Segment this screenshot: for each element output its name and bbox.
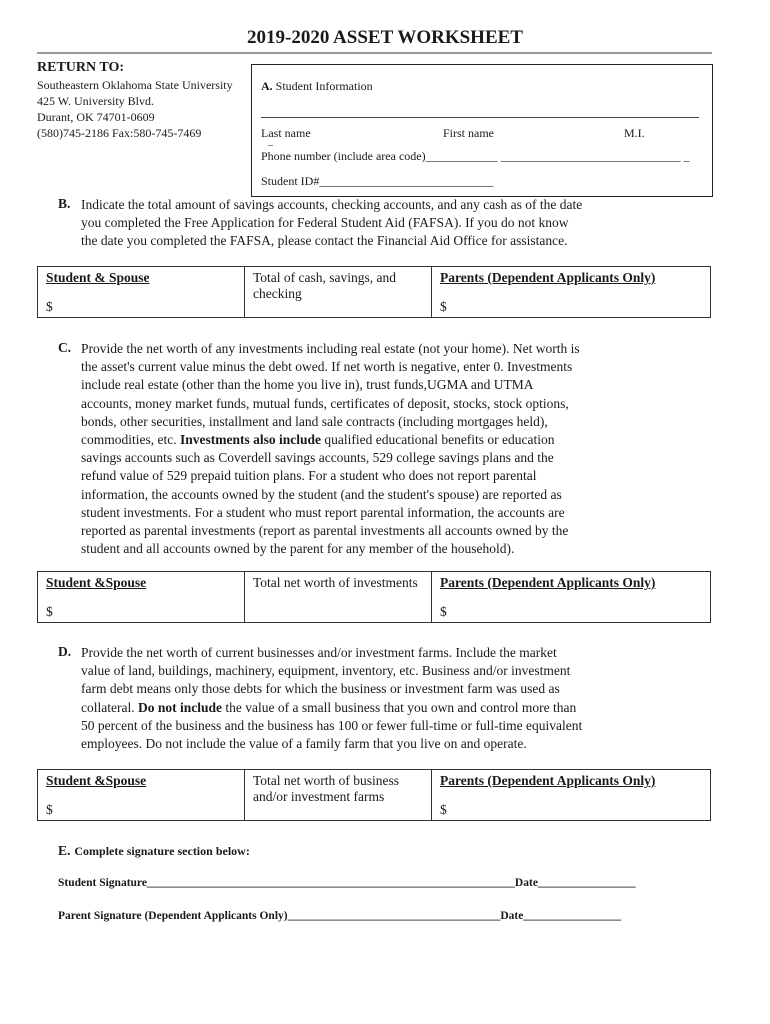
section-d-letter: D. bbox=[58, 644, 72, 659]
parents-cash-cell[interactable] bbox=[432, 267, 711, 318]
first-name-label: First name bbox=[443, 126, 494, 140]
section-a-heading bbox=[261, 79, 373, 94]
middle-initial-label: M.I. bbox=[624, 126, 645, 140]
section-d-line: value of land, buildings, machinery, equipment, inventory, etc. Business and/or investment bbox=[81, 663, 571, 679]
business-total-label-cell bbox=[245, 770, 432, 821]
return-address-line: Southeastern Oklahoma State University bbox=[37, 78, 233, 92]
section-c-line: reported as parental investments (report as parental investments all accounts owned by the bbox=[81, 523, 569, 539]
section-d-line: farm debt means only those debts for which the business or investment farm was used as bbox=[81, 681, 560, 697]
section-c-text-run: commodities, etc. bbox=[81, 432, 177, 448]
dollar-sign: $ bbox=[440, 604, 447, 619]
parents-business-cell[interactable] bbox=[432, 770, 711, 821]
last-name-label: Last name bbox=[261, 126, 311, 140]
section-b-letter: B. bbox=[58, 196, 71, 211]
student-spouse-label: Student &Spouse bbox=[46, 773, 147, 788]
student-spouse-business-cell[interactable] bbox=[38, 770, 245, 821]
section-c-line: savings accounts such as Coverdell savings accounts, 529 college savings plans and the bbox=[81, 450, 554, 466]
section-c-table bbox=[37, 571, 711, 623]
section-c-line: the asset's current value minus the debt owed. If net worth is negative, enter 0. Investments bbox=[81, 359, 573, 375]
investments-total-label: Total net worth of investments bbox=[253, 575, 418, 590]
section-c-line bbox=[81, 431, 580, 449]
dollar-sign: $ bbox=[440, 802, 447, 817]
section-e-letter: E. bbox=[58, 843, 71, 858]
parents-investments-cell[interactable] bbox=[432, 572, 711, 623]
section-b-line: Indicate the total amount of savings accounts, checking accounts, and any cash as of the date bbox=[81, 197, 583, 212]
section-b-line: the date you completed the FAFSA, please contact the Financial Aid Office for assistance. bbox=[81, 233, 568, 249]
section-b-text bbox=[81, 196, 582, 251]
student-spouse-investments-cell[interactable] bbox=[38, 572, 245, 623]
parents-label: Parents (Dependent Applicants Only) bbox=[440, 773, 656, 788]
section-a-label: Student Information bbox=[275, 79, 373, 93]
parents-label: Parents (Dependent Applicants Only) bbox=[440, 575, 656, 590]
page-title: 2019-2020 ASSET WORKSHEET bbox=[247, 27, 523, 48]
dollar-sign: $ bbox=[46, 802, 53, 817]
parent-signature-line[interactable]: Parent Signature (Dependent Applicants Only)_____________________________________Date_________________ bbox=[58, 910, 622, 922]
section-d-line bbox=[81, 699, 582, 717]
return-address-line: 425 W. University Blvd. bbox=[37, 94, 155, 108]
student-spouse-label: Student & Spouse bbox=[46, 270, 150, 285]
section-b-table bbox=[37, 266, 711, 318]
section-a-letter: A. bbox=[261, 79, 273, 93]
return-to-heading: RETURN TO: bbox=[37, 60, 125, 75]
section-c-line: Provide the net worth of any investments including real estate (not your home). Net worth is bbox=[81, 341, 580, 356]
cash-total-label-cell bbox=[245, 267, 432, 318]
dash-mark: – bbox=[268, 140, 273, 151]
section-d-text bbox=[81, 644, 582, 753]
student-spouse-label: Student &Spouse bbox=[46, 575, 147, 590]
section-d-text-run: collateral. bbox=[81, 699, 135, 715]
dollar-sign: $ bbox=[46, 299, 53, 314]
section-c-line: include real estate (other than the home you live in), trust funds,UGMA and UTMA bbox=[81, 377, 534, 393]
section-d-text-run: the value of a small business that you own and control more than bbox=[225, 699, 577, 715]
section-c-bold-text: Investments also include bbox=[179, 432, 321, 448]
section-d-line: Provide the net worth of current businesses and/or investment farms. Include the market bbox=[81, 645, 557, 660]
section-e-heading bbox=[58, 842, 250, 860]
section-c-line: information, the accounts owned by the student (and the student's spouse) are reported as bbox=[81, 486, 562, 502]
student-spouse-cash-cell[interactable] bbox=[38, 267, 245, 318]
section-c-line: refund value of 529 prepaid tuition plans. For a student who does not report parental bbox=[81, 468, 537, 484]
dollar-sign: $ bbox=[440, 299, 447, 314]
section-c-line: student and all accounts owned by the parent for any member of the household). bbox=[81, 541, 515, 557]
section-c-line: accounts, money market funds, mutual funds, certificates of deposit, stocks, stock options, bbox=[81, 395, 569, 411]
phone-number-field[interactable]: Phone number (include area code)____________ ______________________________ _ bbox=[261, 149, 690, 163]
section-d-table bbox=[37, 769, 711, 821]
section-c-line: student investments. For a student who must report parental information, the accounts are bbox=[81, 504, 565, 520]
section-e-label: Complete signature section below: bbox=[74, 844, 250, 858]
name-entry-line[interactable] bbox=[261, 117, 699, 118]
section-c-text-run: qualified educational benefits or education bbox=[324, 432, 555, 448]
section-d-line: employees. Do not include the value of a family farm that you live on and operate. bbox=[81, 736, 527, 752]
section-b-line: you completed the Free Application for Federal Student Aid (FAFSA). If you do not know bbox=[81, 215, 569, 231]
dollar-sign: $ bbox=[46, 604, 53, 619]
student-id-field[interactable]: Student ID#_____________________________ bbox=[261, 174, 494, 188]
return-address-line: Durant, OK 74701-0609 bbox=[37, 110, 155, 124]
parents-label: Parents (Dependent Applicants Only) bbox=[440, 270, 656, 285]
title-divider bbox=[37, 52, 712, 54]
section-c-text bbox=[81, 340, 580, 558]
return-address-line: (580)745-2186 Fax:580-745-7469 bbox=[37, 126, 202, 140]
section-d-bold-text: Do not include bbox=[137, 699, 222, 715]
section-c-line: bonds, other securities, installment and land sale contracts (including mortgages held), bbox=[81, 413, 548, 429]
cash-total-label: Total of cash, savings, and checking bbox=[253, 270, 397, 301]
section-d-line: 50 percent of the business and the business has 100 or fewer full-time or full-time equivalent bbox=[81, 717, 583, 733]
student-signature-line[interactable]: Student Signature________________________________________________________________Date_________________ bbox=[58, 877, 636, 889]
investments-total-label-cell bbox=[245, 572, 432, 623]
section-c-letter: C. bbox=[58, 340, 72, 355]
business-total-label: Total net worth of business and/or investment farms bbox=[253, 773, 400, 804]
